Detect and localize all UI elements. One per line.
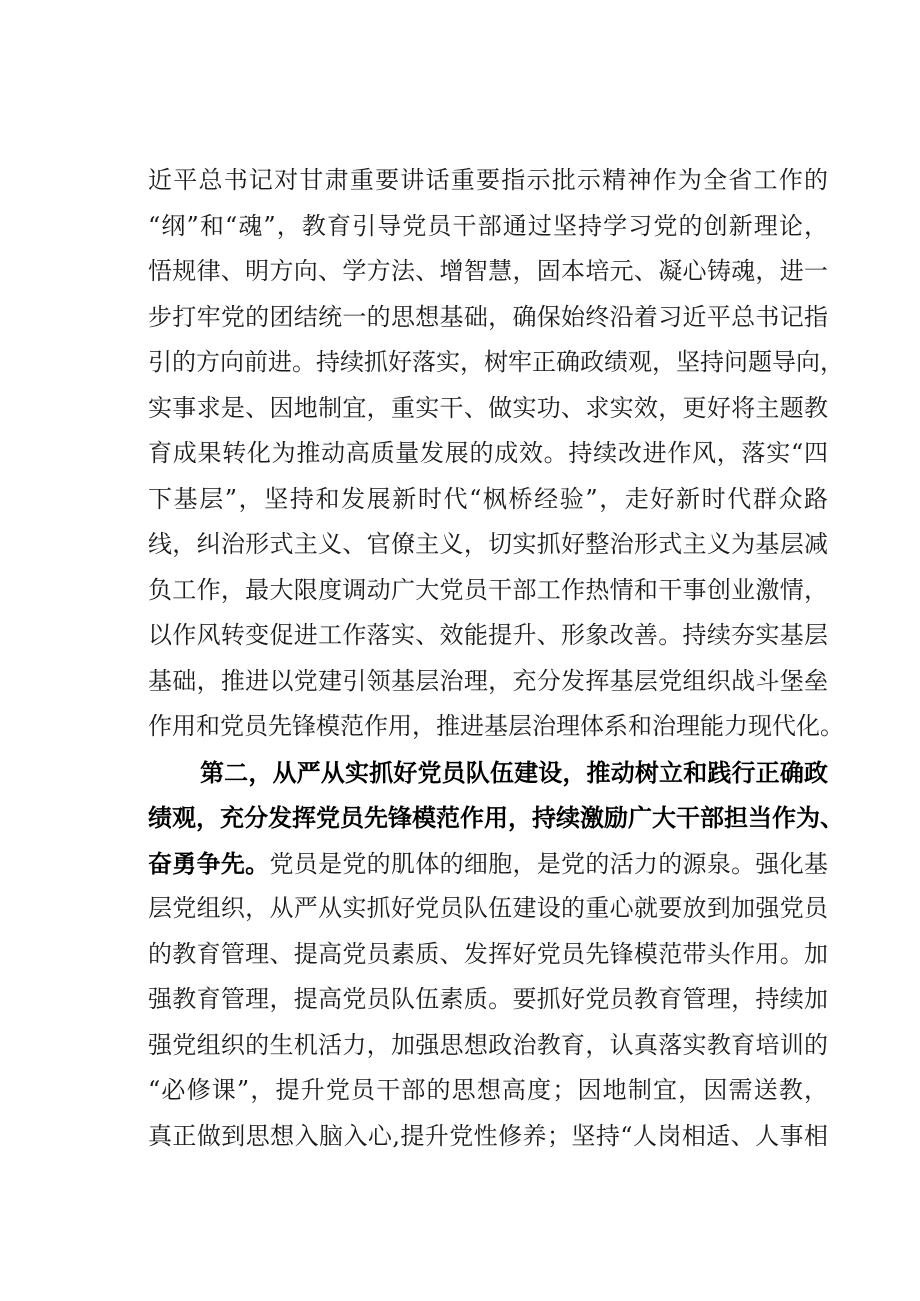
heading-run: 奋勇争先。 xyxy=(148,848,270,878)
text-run: 步打牢党的团结统一的思想基础，确保始终沿着习近平总书记指 xyxy=(148,302,828,331)
text-run: 强教育管理，提高党员队伍素质。要抓好党员教育管理，持续加 xyxy=(148,985,828,1013)
text-run: 育成果转化为推动高质量发展的成效。持续改进作风，落实“四 xyxy=(148,439,828,467)
text-run: 引的方向前进。持续抓好落实，树牢正确政绩观，坚持问题导向， xyxy=(148,348,844,376)
text-line xyxy=(148,295,828,341)
text-line xyxy=(148,386,828,432)
text-run: 悟规律、明方向、学方法、增智慧，固本培元、凝心铸魂，进一 xyxy=(148,257,828,285)
text-line xyxy=(148,613,828,659)
text-line xyxy=(148,1023,828,1069)
paragraph-1 xyxy=(148,158,844,750)
text-line xyxy=(148,340,844,386)
text-line xyxy=(148,750,828,796)
text-line xyxy=(148,932,828,978)
text-line xyxy=(148,795,844,841)
text-line xyxy=(148,568,828,614)
heading-run: 绩观，充分发挥党员先锋模范作用，持续激励广大干部担当作为、 xyxy=(148,803,844,832)
text-run: 真正做到思想入脑入心,提升党性修养；坚持“人岗相适、人事相 xyxy=(148,1121,828,1150)
text-line xyxy=(148,886,828,932)
text-line xyxy=(148,841,828,887)
text-run: “必修课”，提升党员干部的思想高度；因地制宜，因需送教， xyxy=(148,1076,828,1104)
text-run: 以作风转变促进工作落实、效能提升、形象改善。持续夯实基层 xyxy=(148,621,828,649)
text-line xyxy=(148,204,828,250)
text-line xyxy=(148,1114,828,1160)
text-line xyxy=(148,704,844,750)
text-line xyxy=(148,431,828,477)
text-line xyxy=(148,659,828,705)
document-body xyxy=(148,158,844,1159)
text-run: 的教育管理、提高党员素质、发挥好党员先锋模范带头作用。加 xyxy=(148,939,828,968)
text-line xyxy=(148,158,828,204)
text-run: 层党组织，从严从实抓好党员队伍建设的重心就要放到加强党员 xyxy=(148,894,828,922)
text-run: 强党组织的生机活力，加强思想政治教育，认真落实教育培训的 xyxy=(148,1030,828,1059)
text-run: 作用和党员先锋模范作用，推进基层治理体系和治理能力现代化。 xyxy=(148,712,844,740)
text-line xyxy=(148,522,828,568)
paragraph-2 xyxy=(148,750,844,1160)
text-run: 线，纠治形式主义、官僚主义，切实抓好整治形式主义为基层减 xyxy=(148,530,828,558)
text-line xyxy=(148,1068,828,1114)
text-run: 负工作，最大限度调动广大党员干部工作热情和干事创业激情， xyxy=(148,575,828,604)
text-run: 基础，推进以党建引领基层治理，充分发挥基层党组织战斗堡垒 xyxy=(148,666,828,695)
text-run: 近平总书记对甘肃重要讲话重要指示批示精神作为全省工作的 xyxy=(148,166,828,194)
text-line xyxy=(148,977,828,1023)
text-line xyxy=(148,249,828,295)
text-run: “纲”和“魂”，教育引导党员干部通过坚持学习党的创新理论， xyxy=(148,211,828,240)
text-line xyxy=(148,477,828,523)
text-run: 下基层”，坚持和发展新时代“枫桥经验”，走好新时代群众路 xyxy=(148,484,828,513)
text-run: 党员是党的肌体的细胞，是党的活力的源泉。强化基 xyxy=(269,849,829,878)
heading-run: 第二，从严从实抓好党员队伍建设，推动树立和践行正确政 xyxy=(200,757,828,787)
text-run: 实事求是、因地制宜，重实干、做实功、求实效，更好将主题教 xyxy=(148,393,828,422)
